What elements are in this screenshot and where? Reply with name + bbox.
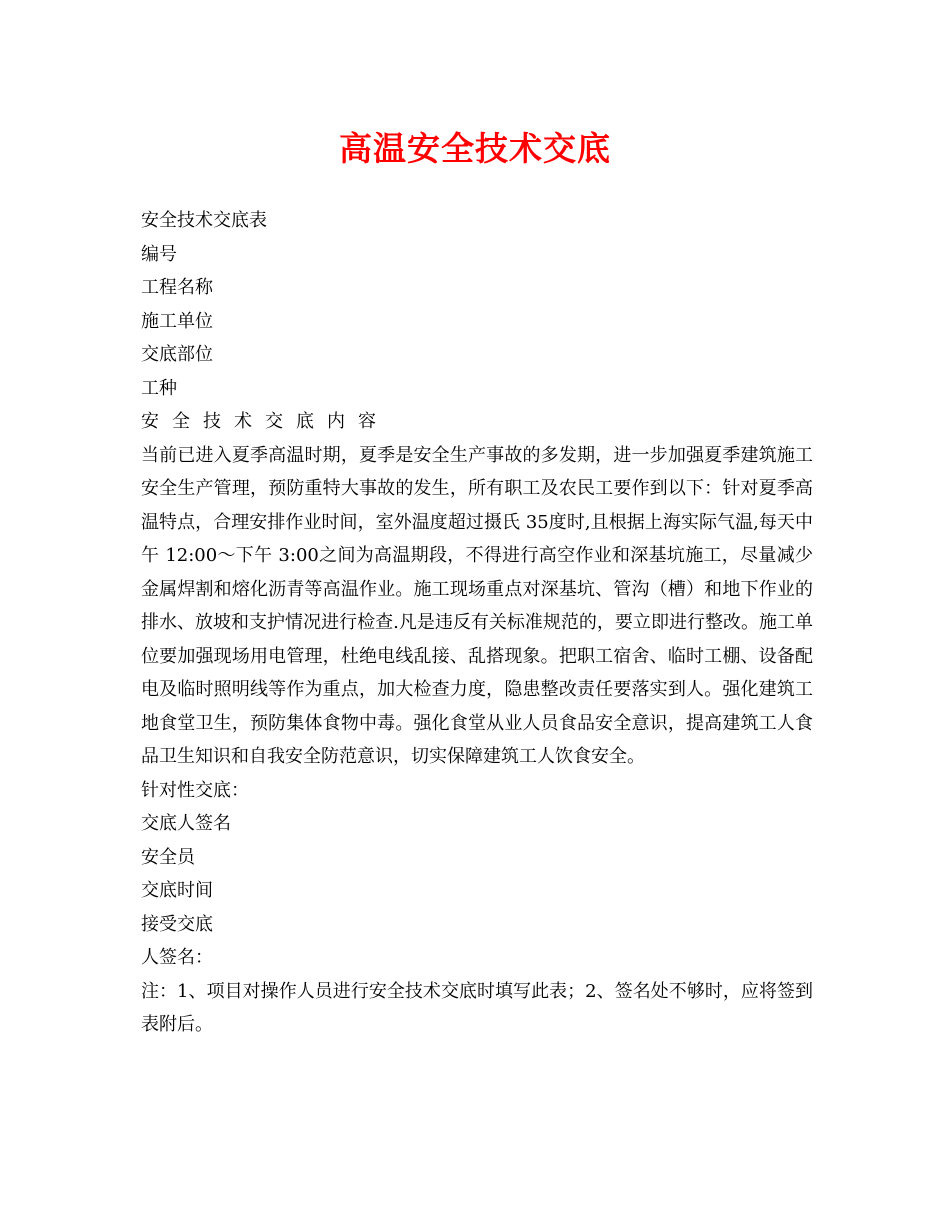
document-body xyxy=(141,204,813,1042)
safety-officer-label: 安全员 xyxy=(141,846,195,868)
receiver-label-line2: 人签名： xyxy=(141,947,213,968)
field-construction-unit: 施工单位 xyxy=(141,310,213,332)
document-title: 高温安全技术交底 xyxy=(339,129,611,168)
targeted-disclosure-label: 针对性交底： xyxy=(141,779,249,801)
form-title: 安全技术交底表 xyxy=(141,210,267,231)
field-work-type: 工种 xyxy=(141,377,177,399)
body-paragraph: 当前已进入夏季高温时期，夏季是安全生产事故的多发期，进一步加强夏季建筑施工安全生产管理，预防重特大事故的发生，所有职工及农民工要作到以下：针对夏季高温特点，合理安排作业时间，室外温度超过摄氏 35度时,且根据上海实际气温,每天中午 12:00～下午 3:00之间为高温期段，不得进行高空作业和深基坑施工，尽量减少金属焊割和熔化沥青等高温作业。施工现场重点对深基坑、管沟（槽）和地下作业的排水、放坡和支护情况进行检查.凡是违反有关标准规范的，要立即进行整改。施工单位要加强现场用电管理，杜绝电线乱接、乱搭现象。把职工宿舍、临时工棚、设备配电及临时照明线等作为重点，加大检查力度，隐患整改责任要落实到人。强化建筑工地食堂卫生，预防集体食物中毒。强化食堂从业人员食品安全意识，提高建筑工人食品卫生知识和自我安全防范意识，切实保障建筑工人饮食安全。 xyxy=(141,444,813,767)
receiver-label-line1: 接受交底 xyxy=(141,913,213,935)
content-heading: 安全技术交底内容 xyxy=(141,411,389,432)
disclosure-time-label: 交底时间 xyxy=(141,880,213,901)
field-number: 编号 xyxy=(141,243,177,265)
field-disclosure-part: 交底部位 xyxy=(141,344,213,365)
note-text: 注：1、项目对操作人员进行安全技术交底时填写此表；2、签名处不够时，应将签到表附后。 xyxy=(141,980,813,1035)
discloser-signature-label: 交底人签名 xyxy=(141,813,231,834)
field-project-name: 工程名称 xyxy=(141,277,213,298)
